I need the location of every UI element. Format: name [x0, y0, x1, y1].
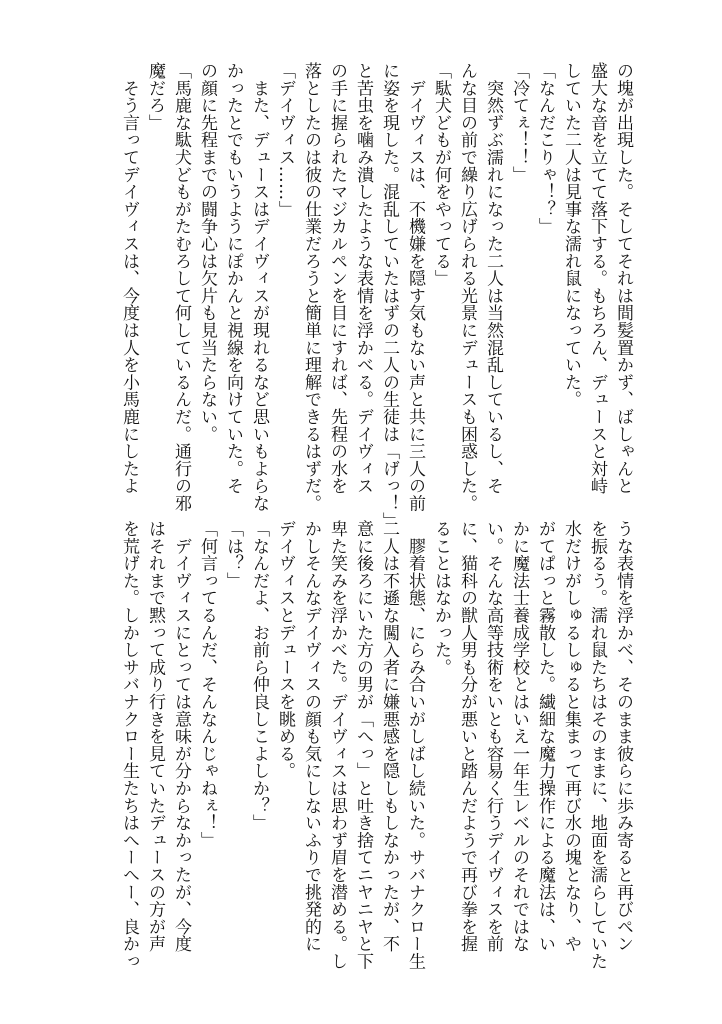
text-column: の顔に先程までの闘争心は欠片も見当たらない。	[197, 62, 217, 443]
text-column: 「何言ってるんだ、そんなんじゃねぇ！」	[197, 520, 217, 849]
text-column: 二人は不遜な闖入者に嫌悪感を隠しもしなかったが、不	[379, 520, 399, 953]
text-column: うな表情を浮かべ、そのまま彼らに歩み寄ると再びペン	[613, 520, 633, 953]
text-column: 「馬鹿な駄犬どもがたむろして何しているんだ。通行の邪	[171, 62, 191, 512]
top-text-block	[76, 62, 636, 530]
text-column: また、デュースはデイヴィスが現れるなど思いもよらな	[249, 62, 269, 512]
text-column: 「駄犬どもが何をやってる」	[431, 62, 451, 287]
text-column: 落としたのは彼の仕業だろうと簡単に理解できるはずだ。	[301, 62, 321, 512]
text-column: に姿を現した。混乱していたはずの二人の生徒は「げっ！」	[379, 62, 399, 530]
text-column: を荒げた。しかしサバナクロー生たちはへーへー、良かっ	[119, 520, 139, 970]
text-column: 水だけがしゅるしゅると集まって再び水の塊となり、や	[561, 520, 581, 953]
text-column: かしそんなデイヴィスの顔も気にしないふりで挑発的に	[301, 520, 321, 953]
text-column: かに魔法士養成学校とはいえ一年生レベルのそれではな	[509, 520, 529, 953]
text-column: はそれまで黙って成り行きを見ていたデュースの方が声	[145, 520, 165, 953]
text-column: がてぱっと霧散した。繊細な魔力操作による魔法は、い	[535, 520, 555, 953]
text-column: 突然ずぶ濡れになった二人は当然混乱しているし、そ	[483, 62, 503, 495]
text-column: デイヴィスとデュースを眺める。	[275, 520, 295, 780]
text-column: の塊が出現した。そしてそれは間髪置かず、ばしゃんと	[613, 62, 633, 495]
text-column: い。そんな高等技術をいとも容易く行うデイヴィスを前	[483, 520, 503, 953]
text-column: かったとでもいうようにぽかんと視線を向けていた。そ	[223, 62, 243, 495]
text-column: んな目の前で繰り広げられる光景にデュースも困惑した。	[457, 62, 477, 512]
text-column: そう言ってデイヴィスは、今度は人を小馬鹿にしたよ	[119, 62, 139, 495]
text-column: 「冷てぇ！！」	[509, 62, 529, 184]
text-column: ることはなかった。	[431, 520, 451, 676]
text-column: 意に後ろにいた方の男が「へっ」と吐き捨てニヤニヤと下	[353, 520, 373, 970]
text-column: 卑た笑みを浮かべた。デイヴィスは思わず眉を潜める。し	[327, 520, 347, 970]
text-column: デイヴィスにとっては意味が分からなかったが、今度	[171, 520, 191, 953]
text-column: 「なんだこりゃ！？」	[535, 62, 555, 235]
text-column: していた二人は見事な濡れ鼠になっていた。	[561, 62, 581, 408]
bottom-text-block	[76, 520, 636, 970]
text-column: と苦虫を噛み潰したような表情を浮かべる。デイヴィス	[353, 62, 373, 495]
text-column: 魔だろ」	[145, 62, 165, 132]
text-column: に、猫科の獣人男も分が悪いと踏んだようで再び拳を握	[457, 520, 477, 953]
text-column: を振るう。濡れ鼠たちはそのままに、地面を濡らしていた	[587, 520, 607, 970]
text-column: 「なんだよ、お前ら仲良しこよしか？」	[249, 520, 269, 832]
text-column: デイヴィスは、不機嫌を隠す気もない声と共に三人の前	[405, 62, 425, 512]
text-column: 膠着状態、にらみ合いがしばし続いた。サバナクロー生	[405, 520, 425, 970]
text-column: 「は？」	[223, 520, 243, 590]
text-column: 「デイヴィス……」	[275, 62, 295, 218]
text-column: の手に握られたマジカルペンを目にすれば、先程の水を	[327, 62, 347, 495]
text-column: 盛大な音を立てて落下する。もちろん、デュースと対峙	[587, 62, 607, 495]
